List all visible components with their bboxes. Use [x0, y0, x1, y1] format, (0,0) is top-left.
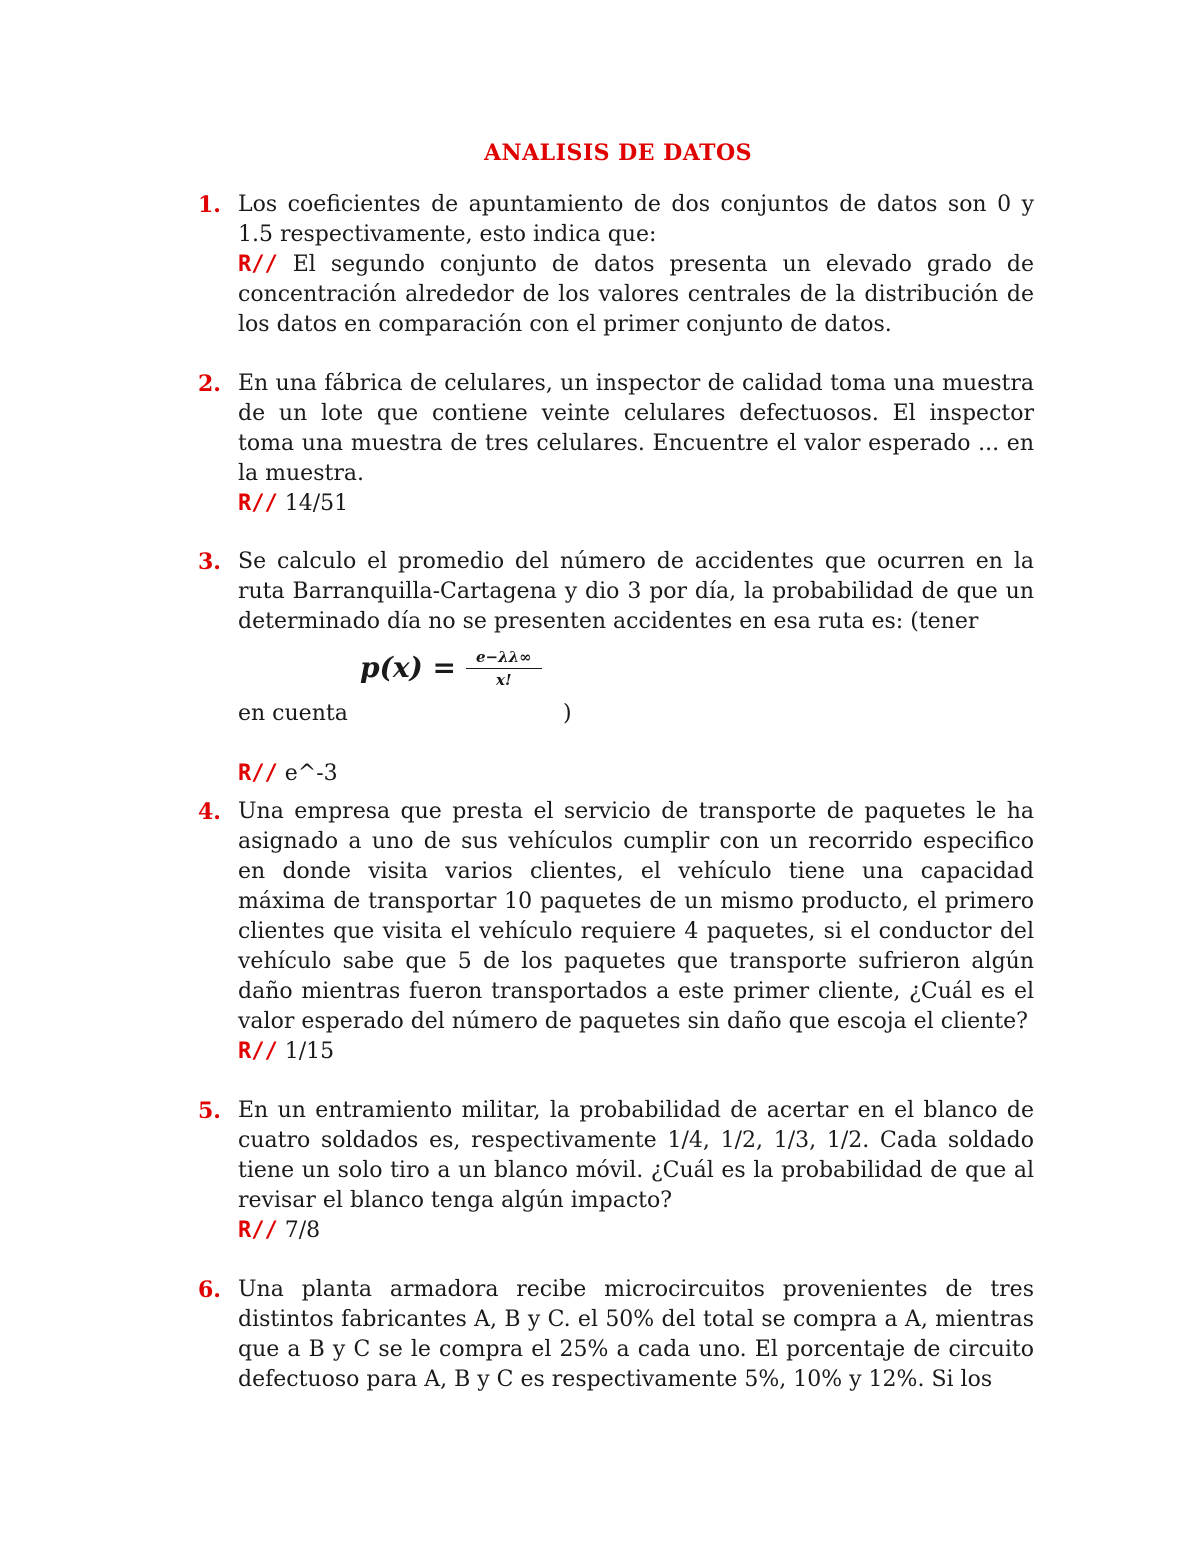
- answer-label: R//: [238, 491, 278, 516]
- answer-text: El segundo conjunto de datos presenta un elevado grado de concentración alrededor de los valores centrales de la distribución de los datos en comparación con el primer conjunto de datos.: [238, 252, 1034, 337]
- formula-line: [238, 637, 1034, 729]
- question-number: 3.: [198, 549, 221, 575]
- answer-label: R//: [238, 1039, 278, 1064]
- spacer: [238, 729, 1034, 759]
- answer-label: R//: [238, 1218, 278, 1243]
- question-item-2: [198, 369, 1034, 519]
- question-text: En una fábrica de celulares, un inspector de calidad toma una muestra de un lote que contiene veinte celulares defectuosos. El inspector toma una muestra de tres celulares. Encuentre el valor esperado ... en la muestra.: [238, 371, 1034, 486]
- answer-label: R//: [238, 252, 278, 277]
- question-text: Una planta armadora recibe microcircuitos provenientes de tres distintos fabricantes A, B y C. el 50% del total se compra a A, mientras que a B y C se le compra el 25% a cada uno. El porcentaje de circuito defectuoso para A, B y C es respectivamente 5%, 10% y 12%. Si los: [238, 1277, 1034, 1392]
- question-item-5: [198, 1096, 1034, 1246]
- question-text: Los coeficientes de apuntamiento de dos conjuntos de datos son 0 y 1.5 respectivamente, esto indica que:: [238, 192, 1034, 247]
- answer-label: R//: [238, 761, 278, 786]
- formula-lhs: p(x) =: [360, 651, 456, 684]
- formula-numerator: e−λλ∞: [466, 648, 542, 669]
- question-text: Se calculo el promedio del número de accidentes que ocurren en la ruta Barranquilla-Cartagena y dio 3 por día, la probabilidad de que un determinado día no se presenten accidentes en esa ruta es: (tener: [238, 549, 1034, 634]
- answer-text: 1/15: [284, 1039, 335, 1064]
- answer: [238, 759, 1034, 789]
- question-number: 6.: [198, 1277, 221, 1303]
- document-title: ANALISIS DE DATOS: [483, 140, 753, 166]
- question-number: 4.: [198, 799, 221, 825]
- question-text: Una empresa que presta el servicio de transporte de paquetes le ha asignado a uno de sus vehículos cumplir con un recorrido especifico en donde visita varios clientes, el vehículo tiene una capacidad máxima de transportar 10 paquetes de un mismo producto, el primero clientes que visita el vehículo requiere 4 paquetes, si el conductor del vehículo sabe que 5 de los paquetes que transporte sufrieron algún daño mientras fueron transportados a este primer cliente, ¿Cuál es el valor esperado del número de paquetes sin daño que escoja el cliente?: [238, 799, 1034, 1034]
- question-item-4: [198, 797, 1034, 1067]
- poisson-formula: [360, 643, 542, 693]
- question-text: En un entramiento militar, la probabilidad de acertar en el blanco de cuatro soldados es, respectivamente 1/4, 1/2, 1/3, 1/2. Cada soldado tiene un solo tiro a un blanco móvil. ¿Cuál es la probabilidad de que al revisar el blanco tenga algún impacto?: [238, 1098, 1034, 1213]
- answer-text: 14/51: [284, 491, 349, 516]
- question-number: 1.: [198, 192, 221, 218]
- answer: [238, 1037, 1034, 1067]
- question-number: 5.: [198, 1098, 221, 1124]
- answer-text: 7/8: [284, 1218, 321, 1243]
- formula-prefix: en cuenta: [238, 701, 348, 726]
- question-item-3: [198, 547, 1034, 789]
- answer: [238, 250, 1034, 340]
- answer-text: e^-3: [284, 761, 338, 786]
- formula-denominator: x!: [496, 670, 512, 689]
- formula-suffix: ): [563, 701, 572, 726]
- question-item-6: [198, 1275, 1034, 1395]
- question-number: 2.: [198, 371, 221, 397]
- answer: [238, 489, 1034, 519]
- question-item-1: [198, 190, 1034, 340]
- formula-fraction: [466, 648, 542, 689]
- answer: [238, 1216, 1034, 1246]
